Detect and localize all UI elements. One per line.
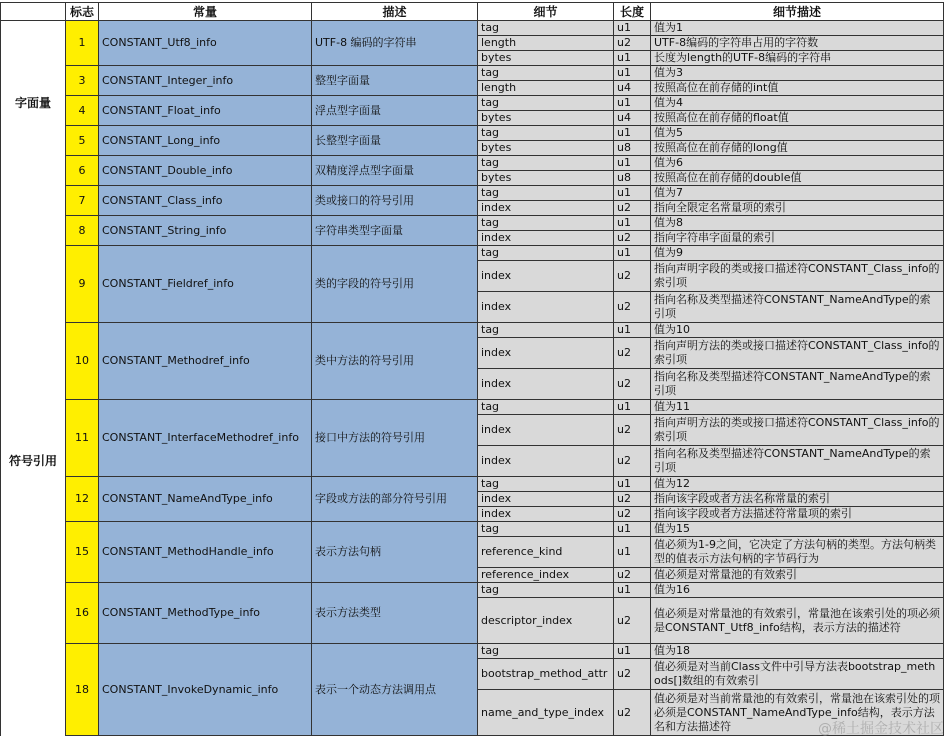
detail-description: 值为6 <box>651 156 944 171</box>
constant-pool-table <box>0 2 944 736</box>
detail-description: 值为15 <box>651 522 944 537</box>
detail-length: u1 <box>614 216 651 231</box>
detail-description: 值为1 <box>651 21 944 36</box>
table-row <box>1 583 944 598</box>
header-row <box>1 3 944 21</box>
tag-cell: 3 <box>66 66 99 96</box>
tag-cell: 7 <box>66 186 99 216</box>
constant-name: CONSTANT_Fieldref_info <box>99 246 312 323</box>
detail-item: descriptor_index <box>478 598 614 644</box>
detail-item: index <box>478 446 614 477</box>
detail-item: tag <box>478 126 614 141</box>
detail-length: u2 <box>614 292 651 323</box>
constant-description: 类的字段的符号引用 <box>312 246 478 323</box>
table-row <box>1 96 944 111</box>
detail-length: u1 <box>614 477 651 492</box>
detail-description: 值为4 <box>651 96 944 111</box>
detail-description: 指向名称及类型描述符CONSTANT_NameAndType的索引项 <box>651 292 944 323</box>
constant-description: 表示方法类型 <box>312 583 478 644</box>
detail-item: tag <box>478 21 614 36</box>
detail-description: 指向该字段或者方法描述符常量项的索引 <box>651 507 944 522</box>
detail-description: 值必须是对当前常量池的有效索引，常量池在该索引处的项必须是CONSTANT_NameAndType_info结构，表示方法名和方法描述符 <box>651 690 944 736</box>
detail-item: reference_kind <box>478 537 614 568</box>
constant-name: CONSTANT_InterfaceMethodref_info <box>99 400 312 477</box>
detail-item: reference_index <box>478 568 614 583</box>
header-detail: 细节 <box>478 3 614 21</box>
detail-description: 值为12 <box>651 477 944 492</box>
detail-length: u8 <box>614 141 651 156</box>
tag-cell: 11 <box>66 400 99 477</box>
constant-description: 类或接口的符号引用 <box>312 186 478 216</box>
detail-description: 指向全限定名常量项的索引 <box>651 201 944 216</box>
tag-cell: 6 <box>66 156 99 186</box>
detail-length: u1 <box>614 583 651 598</box>
detail-item: tag <box>478 216 614 231</box>
tag-cell: 18 <box>66 644 99 736</box>
constant-name: CONSTANT_Class_info <box>99 186 312 216</box>
detail-description: 指向字符串字面量的索引 <box>651 231 944 246</box>
detail-length: u2 <box>614 201 651 216</box>
table-row <box>1 246 944 261</box>
constant-description: 字段或方法的部分符号引用 <box>312 477 478 522</box>
detail-length: u4 <box>614 111 651 126</box>
group-header <box>1 3 66 21</box>
detail-description: 按照高位在前存储的int值 <box>651 81 944 96</box>
table-row <box>1 186 944 201</box>
detail-length: u1 <box>614 21 651 36</box>
table-row <box>1 126 944 141</box>
table-row <box>1 522 944 537</box>
detail-description: 按照高位在前存储的float值 <box>651 111 944 126</box>
constant-description: 表示方法句柄 <box>312 522 478 583</box>
tag-cell: 1 <box>66 21 99 66</box>
detail-item: index <box>478 231 614 246</box>
group-label: 字面量 <box>1 21 66 186</box>
detail-length: u2 <box>614 690 651 736</box>
detail-item: tag <box>478 156 614 171</box>
detail-item: tag <box>478 644 614 659</box>
tag-cell: 4 <box>66 96 99 126</box>
detail-description: UTF-8编码的字符串占用的字符数 <box>651 36 944 51</box>
detail-length: u4 <box>614 81 651 96</box>
tag-cell: 16 <box>66 583 99 644</box>
header-tag: 标志 <box>66 3 99 21</box>
watermark: @稀土掘金技术社区 <box>818 721 944 737</box>
constant-name: CONSTANT_MethodType_info <box>99 583 312 644</box>
detail-description: 值必须为1-9之间，它决定了方法句柄的类型。方法句柄类型的值表示方法句柄的字节码行为 <box>651 537 944 568</box>
header-constant: 常量 <box>99 3 312 21</box>
tag-cell: 5 <box>66 126 99 156</box>
detail-length: u2 <box>614 659 651 690</box>
detail-description: 指向声明方法的类或接口描述符CONSTANT_Class_info的索引项 <box>651 415 944 446</box>
detail-description: 按照高位在前存储的long值 <box>651 141 944 156</box>
constant-name: CONSTANT_Utf8_info <box>99 21 312 66</box>
table-row <box>1 400 944 415</box>
detail-description: 指向名称及类型描述符CONSTANT_NameAndType的索引项 <box>651 446 944 477</box>
detail-length: u1 <box>614 51 651 66</box>
detail-description: 值为10 <box>651 323 944 338</box>
detail-description: 值为9 <box>651 246 944 261</box>
table-row <box>1 66 944 81</box>
detail-length: u1 <box>614 522 651 537</box>
constant-description: 表示一个动态方法调用点 <box>312 644 478 736</box>
detail-item: index <box>478 492 614 507</box>
detail-description: 值为5 <box>651 126 944 141</box>
table-row <box>1 216 944 231</box>
group-label: 符号引用 <box>1 186 66 736</box>
detail-description: 指向声明方法的类或接口描述符CONSTANT_Class_info的索引项 <box>651 338 944 369</box>
constant-description: 类中方法的符号引用 <box>312 323 478 400</box>
detail-item: index <box>478 415 614 446</box>
detail-length: u1 <box>614 537 651 568</box>
detail-item: bytes <box>478 111 614 126</box>
constant-name: CONSTANT_NameAndType_info <box>99 477 312 522</box>
detail-description: 值必须是对常量池的有效索引 <box>651 568 944 583</box>
detail-item: bootstrap_method_attr <box>478 659 614 690</box>
constant-name: CONSTANT_Float_info <box>99 96 312 126</box>
header-detail-description: 细节描述 <box>651 3 944 21</box>
tag-cell: 15 <box>66 522 99 583</box>
detail-description: 值为11 <box>651 400 944 415</box>
detail-description: 值为8 <box>651 216 944 231</box>
detail-item: tag <box>478 583 614 598</box>
detail-item: bytes <box>478 171 614 186</box>
detail-item: index <box>478 507 614 522</box>
table-row <box>1 323 944 338</box>
detail-item: tag <box>478 323 614 338</box>
detail-length: u8 <box>614 171 651 186</box>
detail-length: u2 <box>614 492 651 507</box>
tag-cell: 10 <box>66 323 99 400</box>
detail-item: tag <box>478 96 614 111</box>
detail-description: 值必须是对当前Class文件中引导方法表bootstrap_methods[]数组的有效索引 <box>651 659 944 690</box>
table-row <box>1 644 944 659</box>
detail-length: u1 <box>614 246 651 261</box>
detail-length: u2 <box>614 36 651 51</box>
table-row <box>1 21 944 36</box>
detail-length: u1 <box>614 323 651 338</box>
detail-description: 指向名称及类型描述符CONSTANT_NameAndType的索引项 <box>651 369 944 400</box>
detail-length: u1 <box>614 644 651 659</box>
constant-description: 整型字面量 <box>312 66 478 96</box>
detail-item: index <box>478 292 614 323</box>
detail-description: 长度为length的UTF-8编码的字符串 <box>651 51 944 66</box>
detail-item: tag <box>478 522 614 537</box>
constant-name: CONSTANT_InvokeDynamic_info <box>99 644 312 736</box>
constant-name: CONSTANT_Methodref_info <box>99 323 312 400</box>
detail-item: index <box>478 369 614 400</box>
tag-cell: 9 <box>66 246 99 323</box>
detail-length: u2 <box>614 231 651 246</box>
detail-item: tag <box>478 400 614 415</box>
constant-name: CONSTANT_MethodHandle_info <box>99 522 312 583</box>
constant-description: 接口中方法的符号引用 <box>312 400 478 477</box>
constant-description: 长整型字面量 <box>312 126 478 156</box>
detail-item: tag <box>478 246 614 261</box>
detail-description: 值为16 <box>651 583 944 598</box>
detail-description: 值为18 <box>651 644 944 659</box>
detail-description: 按照高位在前存储的double值 <box>651 171 944 186</box>
constant-name: CONSTANT_Integer_info <box>99 66 312 96</box>
detail-item: index <box>478 201 614 216</box>
constant-description: 双精度浮点型字面量 <box>312 156 478 186</box>
detail-length: u1 <box>614 186 651 201</box>
detail-item: name_and_type_index <box>478 690 614 736</box>
detail-description: 值必须是对常量池的有效索引，常量池在该索引处的项必须是CONSTANT_Utf8_info结构，表示方法的描述符 <box>651 598 944 644</box>
detail-description: 指向该字段或者方法名称常量的索引 <box>651 492 944 507</box>
detail-item: bytes <box>478 51 614 66</box>
constant-name: CONSTANT_String_info <box>99 216 312 246</box>
detail-item: tag <box>478 66 614 81</box>
constant-name: CONSTANT_Double_info <box>99 156 312 186</box>
header-description: 描述 <box>312 3 478 21</box>
detail-length: u2 <box>614 568 651 583</box>
detail-item: length <box>478 81 614 96</box>
detail-item: bytes <box>478 141 614 156</box>
detail-item: tag <box>478 477 614 492</box>
constant-description: UTF-8 编码的字符串 <box>312 21 478 66</box>
detail-description: 值为7 <box>651 186 944 201</box>
detail-length: u2 <box>614 369 651 400</box>
constant-description: 浮点型字面量 <box>312 96 478 126</box>
tag-cell: 8 <box>66 216 99 246</box>
detail-length: u1 <box>614 126 651 141</box>
detail-length: u2 <box>614 261 651 292</box>
detail-length: u2 <box>614 598 651 644</box>
detail-description: 值为3 <box>651 66 944 81</box>
table-row <box>1 477 944 492</box>
constant-description: 字符串类型字面量 <box>312 216 478 246</box>
detail-item: length <box>478 36 614 51</box>
detail-length: u2 <box>614 507 651 522</box>
table-row <box>1 156 944 171</box>
detail-item: index <box>478 261 614 292</box>
detail-length: u2 <box>614 338 651 369</box>
constant-name: CONSTANT_Long_info <box>99 126 312 156</box>
detail-description: 指向声明字段的类或接口描述符CONSTANT_Class_info的索引项 <box>651 261 944 292</box>
detail-length: u1 <box>614 96 651 111</box>
header-length: 长度 <box>614 3 651 21</box>
detail-length: u2 <box>614 415 651 446</box>
detail-length: u2 <box>614 446 651 477</box>
detail-length: u1 <box>614 66 651 81</box>
detail-item: index <box>478 338 614 369</box>
detail-length: u1 <box>614 400 651 415</box>
detail-length: u1 <box>614 156 651 171</box>
detail-item: tag <box>478 186 614 201</box>
tag-cell: 12 <box>66 477 99 522</box>
